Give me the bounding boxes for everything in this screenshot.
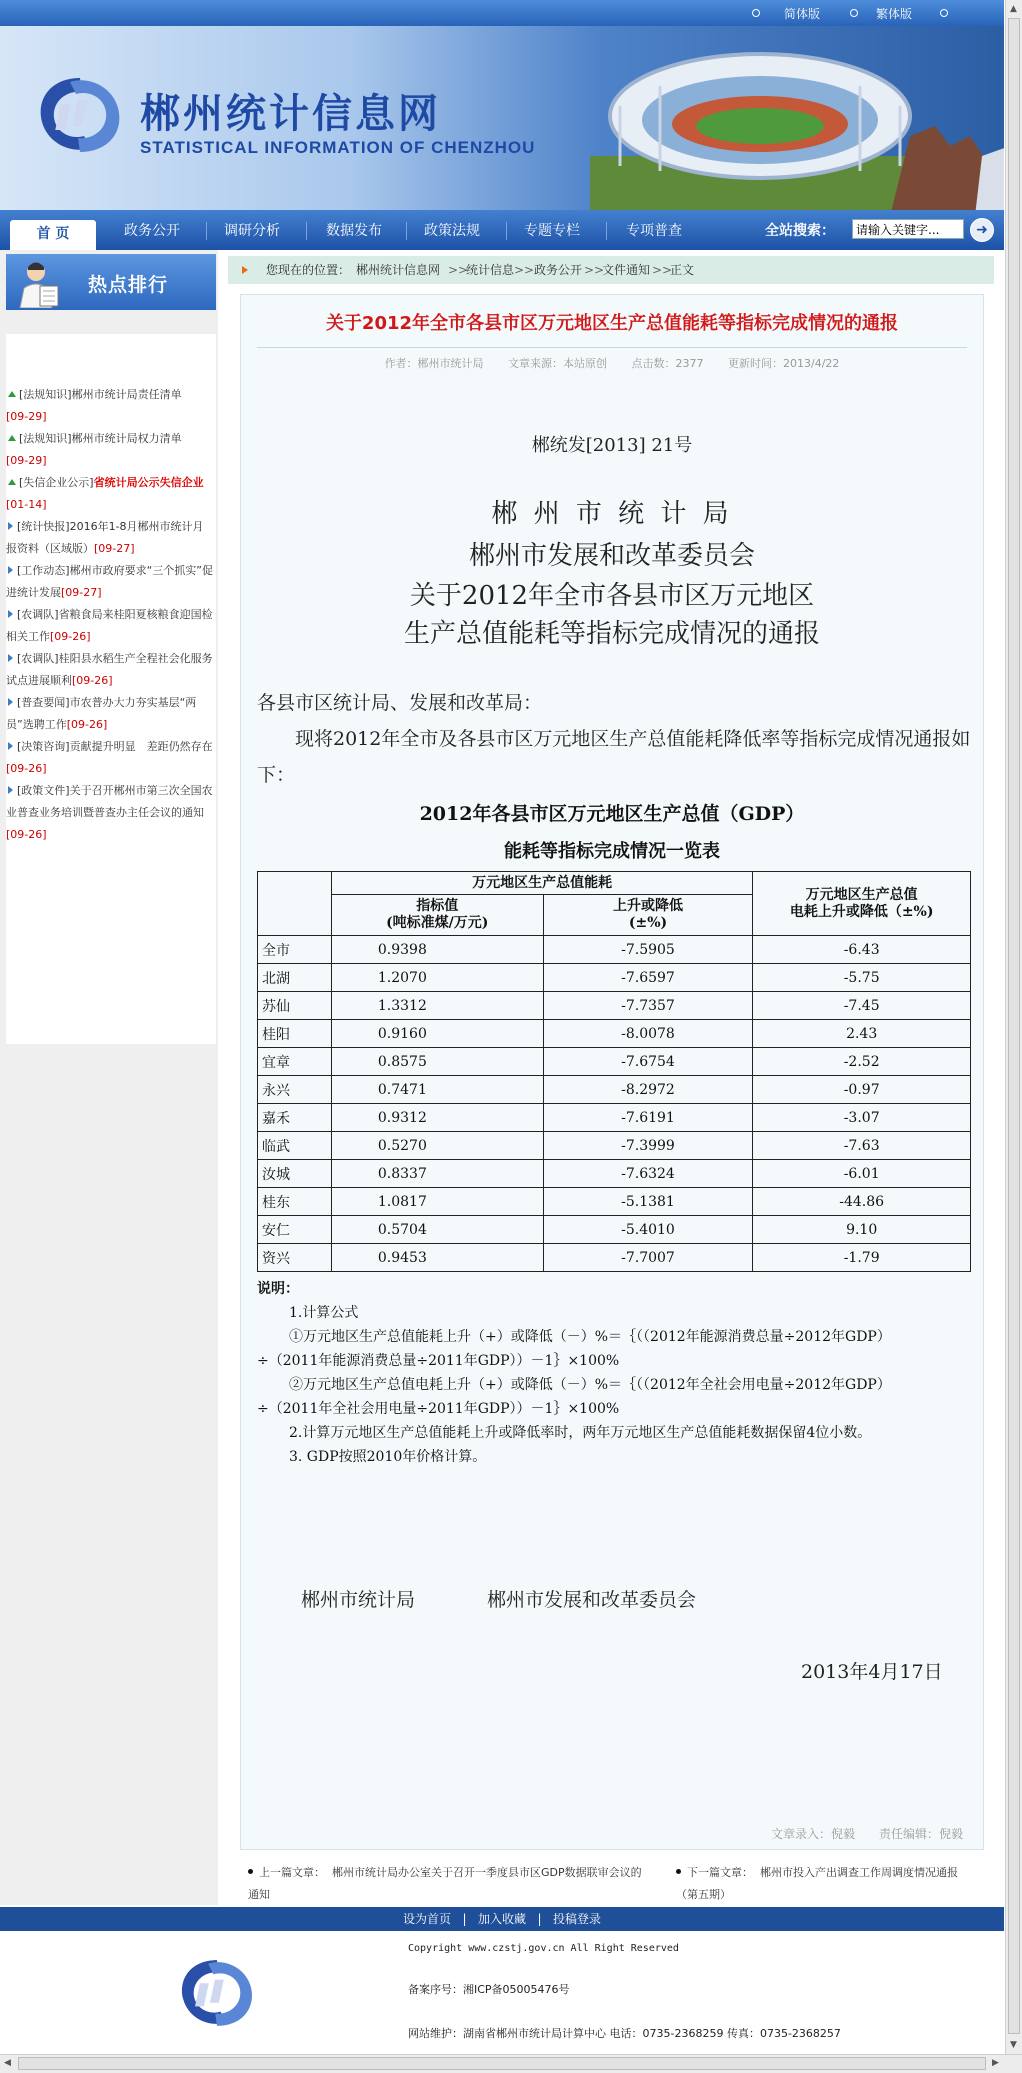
breadcrumb <box>228 256 994 284</box>
table-row <box>258 992 971 1020</box>
note-line: 2.计算万元地区生产总值能耗上升或降低率时，两年万元地区生产总值能耗数据保留4位小数。 <box>289 1425 872 1441</box>
next-article[interactable] <box>676 1862 976 1906</box>
stadium-image <box>590 36 1004 210</box>
table-col2-header: 上升或降低 (±%) <box>543 895 753 936</box>
energy-change-cell: -7.6324 <box>543 1160 753 1188</box>
list-item-date: [09-26] <box>72 674 113 687</box>
table-row <box>258 1216 971 1244</box>
breadcrumb-separator: >> <box>448 263 469 277</box>
doc-heading-line: 生产总值能耗等指标完成情况的通报 <box>403 619 820 649</box>
energy-change-cell: -7.6754 <box>543 1048 753 1076</box>
icp-number: 备案序号：湘ICP备05005476号 <box>408 1983 570 1996</box>
signer-statistics-bureau: 郴州市统计局 <box>301 1589 416 1611</box>
nav-divider <box>506 222 507 240</box>
green-triangle-icon <box>8 435 16 441</box>
energy-index-cell: 0.8575 <box>331 1048 543 1076</box>
scroll-right-icon[interactable]: ▶ <box>992 2058 999 2068</box>
table-row <box>258 1160 971 1188</box>
table-corner <box>258 872 332 936</box>
meta-updated: 更新时间：2013/4/22 <box>728 357 840 370</box>
arrow-icon <box>8 786 13 794</box>
horizontal-scrollbar[interactable] <box>0 2054 1022 2073</box>
add-favorite-link[interactable]: 加入收藏 <box>477 1912 526 1926</box>
note-line: 1.计算公式 <box>289 1305 359 1321</box>
energy-index-cell: 0.8337 <box>331 1160 543 1188</box>
table-row <box>258 964 971 992</box>
scroll-up-icon[interactable]: ▲ <box>1010 4 1017 14</box>
list-item-date: [09-27] <box>61 586 102 599</box>
site-logo-icon <box>30 70 130 160</box>
nav-divider <box>306 222 307 240</box>
region-cell: 永兴 <box>258 1076 332 1104</box>
search-label: 全站搜索： <box>765 223 835 239</box>
nav-data-release[interactable]: 数据发布 <box>326 223 382 239</box>
electricity-change-cell: -1.79 <box>753 1244 971 1272</box>
circle-bullet-icon <box>940 9 948 17</box>
energy-change-cell: -7.3999 <box>543 1132 753 1160</box>
region-cell: 资兴 <box>258 1244 332 1272</box>
region-cell: 汝城 <box>258 1160 332 1188</box>
table-row <box>258 1244 971 1272</box>
table-row <box>258 1020 971 1048</box>
nav-divider <box>206 222 207 240</box>
energy-change-cell: -7.5905 <box>543 936 753 964</box>
main-nav <box>0 210 1004 250</box>
issuer-1: 郴 州 市 统 计 局 <box>491 499 733 529</box>
list-item-text[interactable]: [普查要闻]市农普办大力夯实基层“两员”选聘工作 <box>6 696 197 731</box>
green-triangle-icon <box>8 391 16 397</box>
list-item-text[interactable]: [工作动态]郴州市政府要求“三个抓实”促进统计发展 <box>6 564 213 599</box>
signer-development-commission: 郴州市发展和改革委员会 <box>487 1589 697 1611</box>
bullet-icon <box>248 1869 253 1874</box>
hot-list <box>6 334 216 1044</box>
table-col1-header: 指标值 (吨标准煤/万元) <box>331 895 543 936</box>
prev-article-link[interactable]: 郴州市统计局办公室关于召开一季度县市区GDP数据联审会议的通知 <box>248 1866 642 1901</box>
note-line: ÷（2011年能源消费总量÷2011年GDP））－1｝×100% <box>257 1353 620 1369</box>
person-reading-icon <box>16 258 62 308</box>
region-cell: 临武 <box>258 1132 332 1160</box>
search-button[interactable] <box>970 218 994 242</box>
energy-index-cell: 0.9312 <box>331 1104 543 1132</box>
meta-clicks: 点击数：2377 <box>631 357 704 370</box>
electricity-change-cell: -3.07 <box>753 1104 971 1132</box>
energy-index-cell: 0.9398 <box>331 936 543 964</box>
orange-arrow-icon <box>242 266 248 274</box>
energy-change-cell: -7.7007 <box>543 1244 753 1272</box>
energy-change-cell: -8.0078 <box>543 1020 753 1048</box>
sidebar <box>0 250 218 1905</box>
note-line: ②万元地区生产总值电耗上升（+）或降低（－）%＝｛（（2012年全社会用电量÷2012年GDP） <box>289 1377 891 1393</box>
list-item-text[interactable]: [农调队]省粮食局来桂阳夏核粮食迎国检相关工作 <box>6 608 213 643</box>
energy-change-cell: -8.2972 <box>543 1076 753 1104</box>
energy-change-cell: -5.1381 <box>543 1188 753 1216</box>
vertical-scroll-thumb[interactable] <box>1008 18 1020 2034</box>
sidebar-header <box>6 254 216 310</box>
energy-index-cell: 0.9160 <box>331 1020 543 1048</box>
list-item[interactable] <box>6 692 214 736</box>
nav-divider <box>406 222 407 240</box>
nav-policy[interactable]: 政策法规 <box>424 223 480 239</box>
meta-source: 文章来源：本站原创 <box>508 357 608 370</box>
nav-research[interactable]: 调研分析 <box>224 223 280 239</box>
site-subtitle: STATISTICAL INFORMATION OF CHENZHOU <box>140 138 536 157</box>
table-col3-header: 万元地区生产总值 电耗上升或降低（±%) <box>753 872 971 936</box>
list-item-text[interactable]: [政策文件]关于召开郴州市第三次全国农业普查业务培训暨普查办主任会议的通知 <box>6 784 213 819</box>
region-cell: 北湖 <box>258 964 332 992</box>
article-panel <box>240 294 984 1850</box>
article-meta <box>241 355 983 371</box>
article-title: 关于2012年全市各县市区万元地区生产总值能耗等指标完成情况的通报 <box>325 313 899 334</box>
breadcrumb-item[interactable]: 文件通知 <box>602 263 651 277</box>
arrow-icon <box>8 742 13 750</box>
horizontal-scroll-thumb[interactable] <box>18 2057 986 2070</box>
region-cell: 桂阳 <box>258 1020 332 1048</box>
set-homepage-link[interactable]: 设为首页 <box>403 1912 452 1926</box>
list-item[interactable] <box>6 604 214 648</box>
notes-label: 说明： <box>257 1281 299 1297</box>
list-item-text[interactable]: [法规知识]郴州市统计局责任清单 <box>19 388 182 401</box>
energy-index-cell: 0.7471 <box>331 1076 543 1104</box>
region-cell: 嘉禾 <box>258 1104 332 1132</box>
electricity-change-cell: 2.43 <box>753 1020 971 1048</box>
footer-logo-icon <box>172 1953 262 2033</box>
next-label: 下一篇文章： <box>687 1866 753 1879</box>
electricity-change-cell: -7.45 <box>753 992 971 1020</box>
list-item-text[interactable]: [法规知识]郴州市统计局权力清单 <box>19 432 182 445</box>
electricity-change-cell: -7.63 <box>753 1132 971 1160</box>
electricity-change-cell: -2.52 <box>753 1048 971 1076</box>
energy-index-cell: 1.3312 <box>331 992 543 1020</box>
electricity-change-cell: -6.01 <box>753 1160 971 1188</box>
next-article-link[interactable]: 郴州市投入产出调查工作周调度情况通报 （第五期） <box>676 1866 969 1901</box>
list-item-date: [09-27] <box>94 542 135 555</box>
list-item-date: [09-29] <box>6 410 47 423</box>
green-triangle-icon <box>8 479 16 485</box>
arrow-icon <box>8 698 13 706</box>
breadcrumb-separator: >> <box>584 263 605 277</box>
nav-divider <box>606 222 607 240</box>
arrow-icon <box>8 610 13 618</box>
energy-index-cell: 0.5270 <box>331 1132 543 1160</box>
energy-index-cell: 1.2070 <box>331 964 543 992</box>
bullet-icon <box>676 1869 681 1874</box>
search-icon: ➜ <box>976 222 988 238</box>
list-item[interactable] <box>6 516 214 560</box>
energy-change-cell: -7.6191 <box>543 1104 753 1132</box>
breadcrumb-item[interactable]: 统计信息 <box>466 263 515 277</box>
region-cell: 桂东 <box>258 1188 332 1216</box>
meta-author: 作者：郴州市统计局 <box>384 357 484 370</box>
list-item-text[interactable]: [农调队]桂阳县水稻生产全程社会化服务试点进展顺利 <box>6 652 213 687</box>
region-cell: 全市 <box>258 936 332 964</box>
circle-bullet-icon <box>752 9 760 17</box>
list-item-date: [09-26] <box>50 630 91 643</box>
breadcrumb-item[interactable]: 郴州统计信息网 <box>356 263 441 277</box>
submit-login-link[interactable]: 投稿登录 <box>552 1912 601 1926</box>
issuer-2: 郴州市发展和改革委员会 <box>468 541 755 571</box>
footer <box>0 1931 1004 2053</box>
vertical-scrollbar[interactable] <box>1005 0 1022 2054</box>
breadcrumb-separator: >> <box>514 263 535 277</box>
breadcrumb-item[interactable]: 政务公开 <box>534 263 583 277</box>
list-item-date: [01-14] <box>6 498 47 511</box>
sidebar-title: 热点排行 <box>88 274 169 296</box>
doc-heading-line: 关于2012年全市各县市区万元地区 <box>409 581 815 611</box>
arrow-icon <box>8 566 13 574</box>
note-line: ÷（2011年全社会用电量÷2011年GDP））－1｝×100% <box>257 1401 620 1417</box>
energy-change-cell: -5.4010 <box>543 1216 753 1244</box>
nav-home[interactable]: 首 页 <box>10 220 96 250</box>
electricity-change-cell: 9.10 <box>753 1216 971 1244</box>
title-divider <box>257 347 967 348</box>
prev-article[interactable] <box>248 1862 648 1906</box>
list-item-date: [09-26] <box>6 762 47 775</box>
document-date: 2013年4月17日 <box>801 1661 943 1683</box>
note-line: ①万元地区生产总值能耗上升（+）或降低（－）%＝｛（（2012年能源消费总量÷2012年GDP） <box>289 1329 891 1345</box>
simplified-link[interactable]: 简体版 <box>784 7 821 21</box>
search-input[interactable] <box>852 219 964 239</box>
region-cell: 宜章 <box>258 1048 332 1076</box>
table-row <box>258 1104 971 1132</box>
scroll-left-icon[interactable]: ◀ <box>4 2058 11 2068</box>
energy-index-cell: 1.0817 <box>331 1188 543 1216</box>
list-item-text[interactable]: [失信企业公示] <box>19 476 94 489</box>
list-item[interactable] <box>6 736 214 780</box>
region-cell: 苏仙 <box>258 992 332 1020</box>
list-item[interactable] <box>6 560 214 604</box>
nav-census[interactable]: 专项普查 <box>626 223 682 239</box>
scroll-down-icon[interactable]: ▼ <box>1010 2040 1017 2050</box>
energy-change-cell: -7.7357 <box>543 992 753 1020</box>
nav-topics[interactable]: 专题专栏 <box>524 223 580 239</box>
energy-index-cell: 0.9453 <box>331 1244 543 1272</box>
nav-government-affairs[interactable]: 政务公开 <box>124 223 180 239</box>
top-strip <box>0 0 1004 26</box>
indicator-table <box>257 871 971 1272</box>
table-title: 2012年各县市区万元地区生产总值（GDP） <box>419 803 805 825</box>
list-item-text[interactable]: [决策咨询]贡献提升明显 差距仍然存在 <box>17 740 213 753</box>
prev-label: 上一篇文章： <box>259 1866 325 1879</box>
table-row <box>258 1076 971 1104</box>
article-editors: 文章录入：倪毅 责任编辑：倪毅 <box>770 1827 963 1841</box>
breadcrumb-separator: >> <box>652 263 673 277</box>
energy-change-cell: -7.6597 <box>543 964 753 992</box>
circle-bullet-icon <box>850 9 858 17</box>
energy-index-cell: 0.5704 <box>331 1216 543 1244</box>
list-item-hot-text[interactable]: 省统计局公示失信企业 <box>93 476 204 489</box>
list-item[interactable] <box>6 472 214 516</box>
electricity-change-cell: -5.75 <box>753 964 971 992</box>
table-body <box>258 936 971 1272</box>
document-number: 郴统发[2013] 21号 <box>531 435 693 456</box>
breadcrumb-prefix: 您现在的位置： <box>266 263 351 277</box>
list-item-text[interactable]: [统计快报]2016年1-8月郴州市统计月报资料（区域版） <box>6 520 204 555</box>
table-subtitle: 能耗等指标完成情况一览表 <box>504 841 720 862</box>
arrow-icon <box>8 522 13 530</box>
note-line: 3. GDP按照2010年价格计算。 <box>289 1449 487 1465</box>
site-title: 郴州统计信息网 <box>140 91 441 137</box>
list-item-date: [09-29] <box>6 454 47 467</box>
traditional-link[interactable]: 繁体版 <box>876 7 913 21</box>
copyright: Copyright www.czstj.gov.cn All Right Reserved <box>408 1943 679 1954</box>
table-group-header: 万元地区生产总值能耗 <box>331 872 752 895</box>
list-item[interactable] <box>6 780 214 846</box>
table-row <box>258 1048 971 1076</box>
electricity-change-cell: -0.97 <box>753 1076 971 1104</box>
table-row <box>258 1132 971 1160</box>
salutation: 各县市区统计局、发展和改革局： <box>257 692 543 714</box>
intro-paragraph: 现将2012年全市及各县市区万元地区生产总值能耗降低率等指标完成情况通报如下： <box>257 728 971 786</box>
list-item-date: [09-26] <box>66 718 108 731</box>
table-row <box>258 936 971 964</box>
arrow-icon <box>8 654 13 662</box>
table-row <box>258 1188 971 1216</box>
list-item-date: [09-26] <box>6 828 47 841</box>
site-banner <box>0 26 1004 210</box>
list-item[interactable] <box>6 648 214 692</box>
region-cell: 安仁 <box>258 1216 332 1244</box>
electricity-change-cell: -6.43 <box>753 936 971 964</box>
breadcrumb-item: 正文 <box>670 263 695 277</box>
list-item[interactable] <box>6 428 214 472</box>
maintainer-info: 网站维护：湖南省郴州市统计局计算中心 电话：0735-2368259 传真：0735-2368257 <box>408 2027 841 2040</box>
footer-nav: 设为首页 | 加入收藏 | 投稿登录 <box>0 1907 1004 1931</box>
list-item[interactable] <box>6 384 214 428</box>
electricity-change-cell: -44.86 <box>753 1188 971 1216</box>
